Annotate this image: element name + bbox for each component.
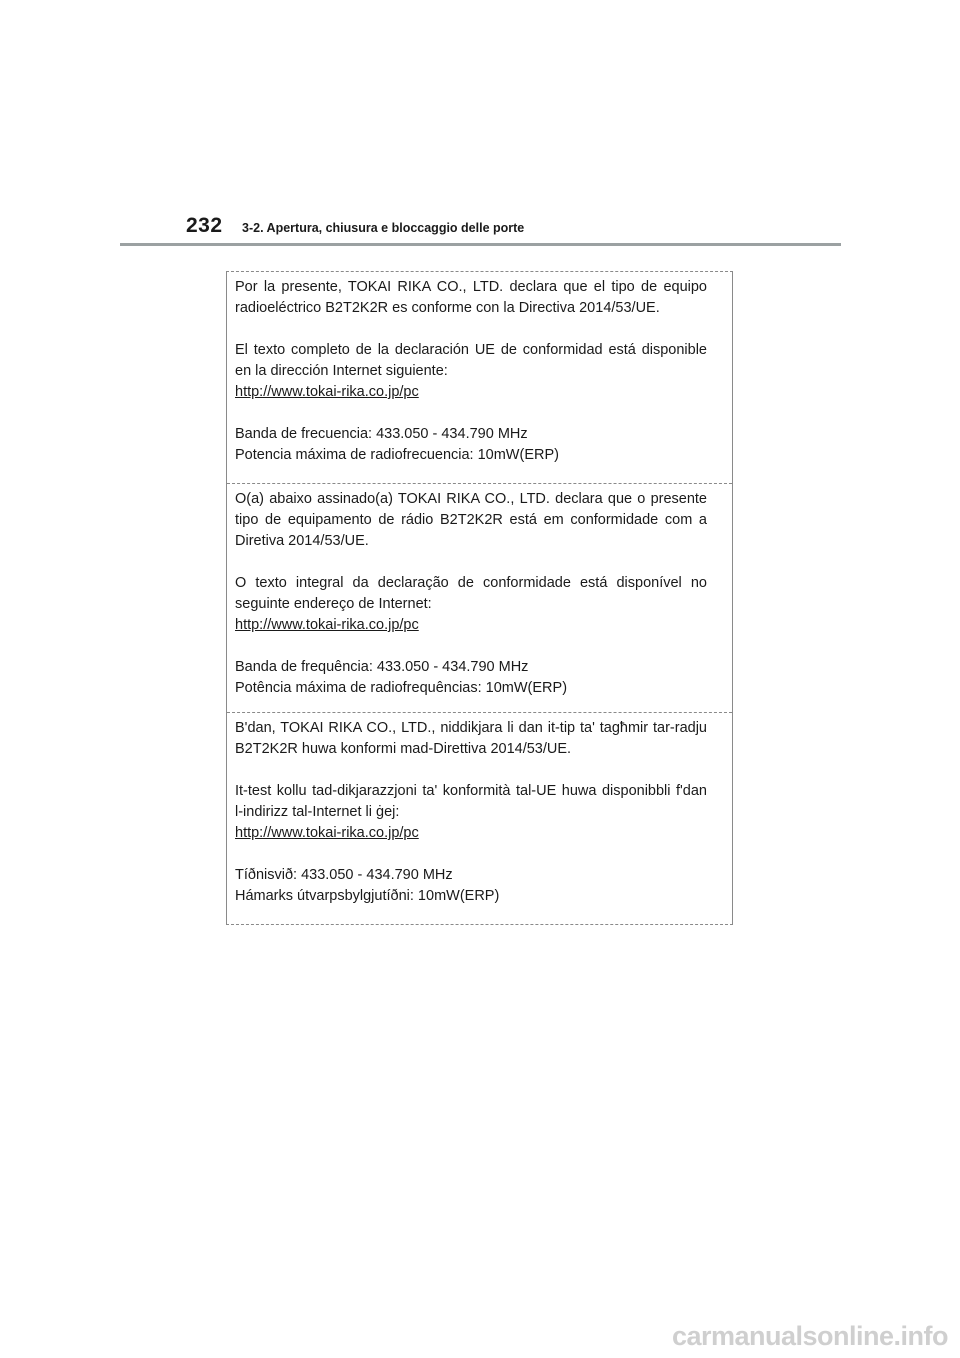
declaration-link[interactable]: http://www.tokai-rika.co.jp/pc <box>235 825 419 841</box>
statement-text: O(a) abaixo assinado(a) TOKAI RIKA CO., LTD. declara que o presente tipo de equipamento de rádio B2T2K2R está em conformidade com a Diretiva 2014/53/UE. <box>235 491 707 549</box>
max-power: Hámarks útvarpsbylgjutíðni: 10mW(ERP) <box>235 888 500 904</box>
frequency-band: Tíðnisvið: 433.050 - 434.790 MHz <box>235 867 453 883</box>
header-rule <box>120 243 841 246</box>
declaration-link[interactable]: http://www.tokai-rika.co.jp/pc <box>235 384 419 400</box>
availability-text: El texto completo de la declaración UE de conformidad está disponible en la dirección Internet siguiente: <box>235 342 707 379</box>
declaration-spanish <box>227 272 732 483</box>
page-header <box>186 214 524 238</box>
watermark: carmanualsonline.info <box>671 1321 948 1351</box>
declaration-maltese <box>227 712 732 924</box>
max-power: Potencia máxima de radiofrecuencia: 10mW(ERP) <box>235 447 559 463</box>
statement-text: B'dan, TOKAI RIKA CO., LTD., niddikjara li dan it-tip ta' tagħmir tar-radju B2T2K2R huwa konformi mad-Direttiva 2014/53/UE. <box>235 720 707 757</box>
section-title: 3-2. Apertura, chiusura e bloccaggio delle porte <box>242 221 525 235</box>
availability-text: O texto integral da declaração de conformidade está disponível no seguinte endereço de Internet: <box>235 575 707 612</box>
declaration-link[interactable]: http://www.tokai-rika.co.jp/pc <box>235 617 419 633</box>
statement-text: Por la presente, TOKAI RIKA CO., LTD. declara que el tipo de equipo radioeléctrico B2T2K2R es conforme con la Directiva 2014/53/UE. <box>235 279 707 316</box>
page-number: 232 <box>186 214 223 237</box>
max-power: Potência máxima de radiofrequências: 10mW(ERP) <box>235 680 568 696</box>
frequency-band: Banda de frecuencia: 433.050 - 434.790 MHz <box>235 426 528 442</box>
declaration-portuguese <box>227 483 732 712</box>
availability-text: It-test kollu tad-dikjarazzjoni ta' konformità tal-UE huwa disponibbli f'dan l-indirizz tal-Internet li ġej: <box>235 783 707 820</box>
frequency-band: Banda de frequência: 433.050 - 434.790 MHz <box>235 659 529 675</box>
declaration-box <box>226 271 733 925</box>
